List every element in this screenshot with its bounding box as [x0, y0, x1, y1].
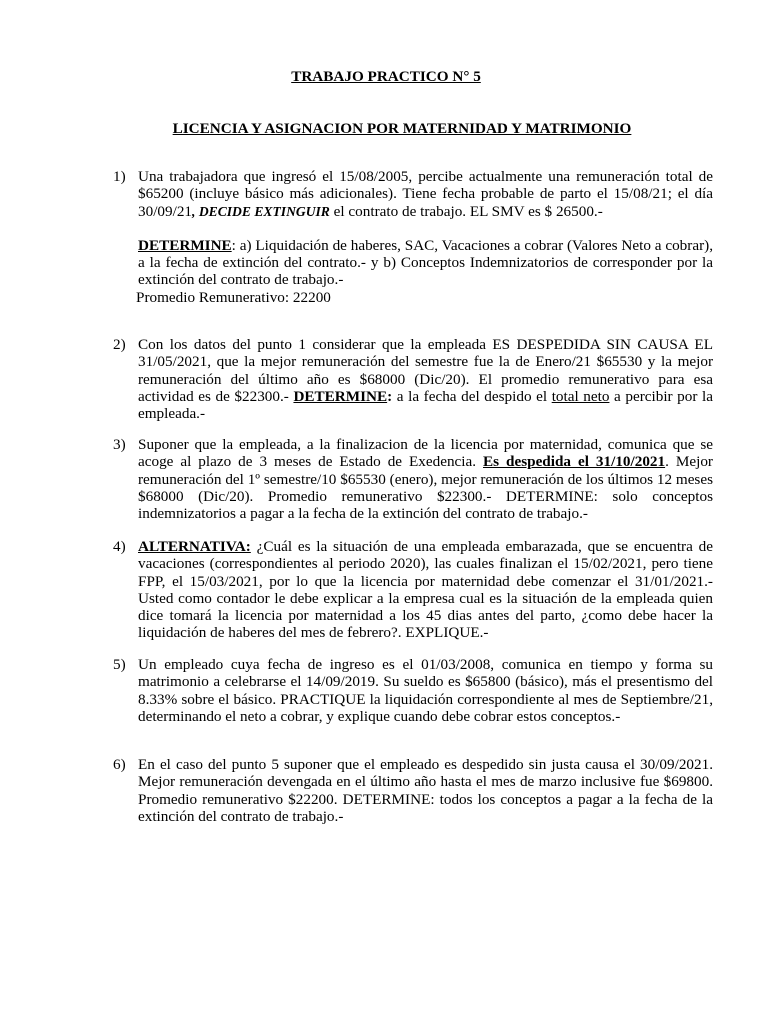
item-body	[138, 538, 713, 642]
text-run: el contrato de trabajo. EL SMV es $ 26500.-	[329, 202, 603, 220]
item-body	[138, 436, 713, 522]
item-body: En el caso del punto 5 suponer que el empleado es despedido sin justa causa el 30/09/2021. Mejor remuneración devengada en el último año hasta el mes de marzo inclusive fue $69800. Promedio remunerativo $22200. DETERMINE: todos los conceptos a pagar a la fecha de la extinción del contrato de trabajo.-	[138, 756, 713, 825]
text-run: . Mejor remuneración del 1º semestre/10 $65530 (enero), mejor remuneración de los últimos 12 meses $68000 (Dic/20). Promedio remunerativo $22300.- DETERMINE: solo conceptos indemnizatorios a pagar a la fecha de la extinción del contrato de trabajo.-	[138, 453, 713, 523]
item-number: 5)	[113, 656, 126, 673]
text-run: ¿Cuál es la situación de una empleada embarazada, que se encuentra de vacaciones (correspondientes al periodo 2020), las cuales finalizan el 15/02/2021, pero tiene FPP, el 15/03/2021, por lo que la licencia por maternidad debe comenzar el 31/01/2021.- Usted como contador le debe explicar a la empresa cual es la situación de la empleada quien dice tomará la licencia por maternidad a los 45 dias antes del parto, ¿como debe hacer la liquidación de haberes del mes de febrero?. EXPLIQUE.-	[138, 538, 713, 642]
emphasis-text: ALTERNATIVA:	[138, 538, 251, 555]
emphasis-text: Es despedida el 31/10/2021	[483, 453, 666, 471]
item-number: 4)	[113, 538, 126, 555]
text-run: Con los datos del punto 1 considerar que la empleada ES DESPEDIDA SIN CAUSA EL 31/05/2021, que la mejor remuneración del semestre fue la de Enero/21 $65530 y la mejor remuneración del último año es $68000 (Dic/20). El promedio remunerativo para esa actividad es de $22300.-	[138, 336, 713, 405]
emphasis-text: , DECIDE EXTINGUIR	[192, 203, 330, 219]
list-item-5	[113, 656, 713, 725]
item-number: 1)	[113, 168, 126, 185]
document-title: TRABAJO PRACTICO N° 5	[291, 68, 481, 85]
list-item-3	[113, 436, 713, 522]
text-run: : a) Liquidación de haberes, SAC, Vacaciones a cobrar (Valores Neto a cobrar), a la fecha de extinción del contrato.- y b) Conceptos Indemnizatorios de corresponder por la extinción del contrato de trabajo.-	[138, 236, 713, 289]
text-run: Una trabajadora que ingresó el 15/08/2005, percibe actualmente una remuneración total de $65200 (incluye básico más adicionales). Tiene fecha probable de parto el 15/08/21; el día 30/09/21	[138, 168, 713, 220]
item-number: 3)	[113, 436, 126, 453]
item-paragraph: Promedio Remunerativo: 22200	[136, 288, 331, 306]
emphasis-text: total neto	[551, 387, 610, 405]
document-subtitle: LICENCIA Y ASIGNACION POR MATERNIDAD Y MATRIMONIO	[172, 120, 632, 137]
emphasis-text: DETERMINE	[138, 236, 232, 254]
item-body: Un empleado cuya fecha de ingreso es el 01/03/2008, comunica en tiempo y forma su matrimonio a celebrarse el 14/09/2019. Su sueldo es $65800 (básico), más el presentismo del 8.33% sobre el básico. PRACTIQUE la liquidación correspondiente al mes de Septiembre/21, determinando el neto a cobrar, y explique cuando debe cobrar estos conceptos.-	[138, 656, 713, 725]
item-number: 6)	[113, 756, 126, 773]
list-item-1	[113, 168, 713, 306]
text-run: a la fecha del despido el	[392, 387, 552, 405]
item-body	[138, 336, 713, 422]
text-run: :	[387, 387, 393, 405]
item-number: 2)	[113, 336, 126, 353]
list-item-2	[113, 336, 713, 422]
text-run: Suponer que la empleada, a la finalizacion de la licencia por maternidad, comunica que se acoge al plazo de 3 meses de Estado de Exedencia.	[138, 436, 713, 471]
text-run: a percibir por la empleada.-	[138, 387, 713, 423]
list-item-6	[113, 756, 713, 825]
item-body	[138, 168, 713, 306]
emphasis-text: DETERMINE	[293, 387, 388, 405]
item-paragraph	[138, 168, 713, 220]
item-paragraph	[138, 237, 713, 289]
list-item-4	[113, 538, 713, 642]
